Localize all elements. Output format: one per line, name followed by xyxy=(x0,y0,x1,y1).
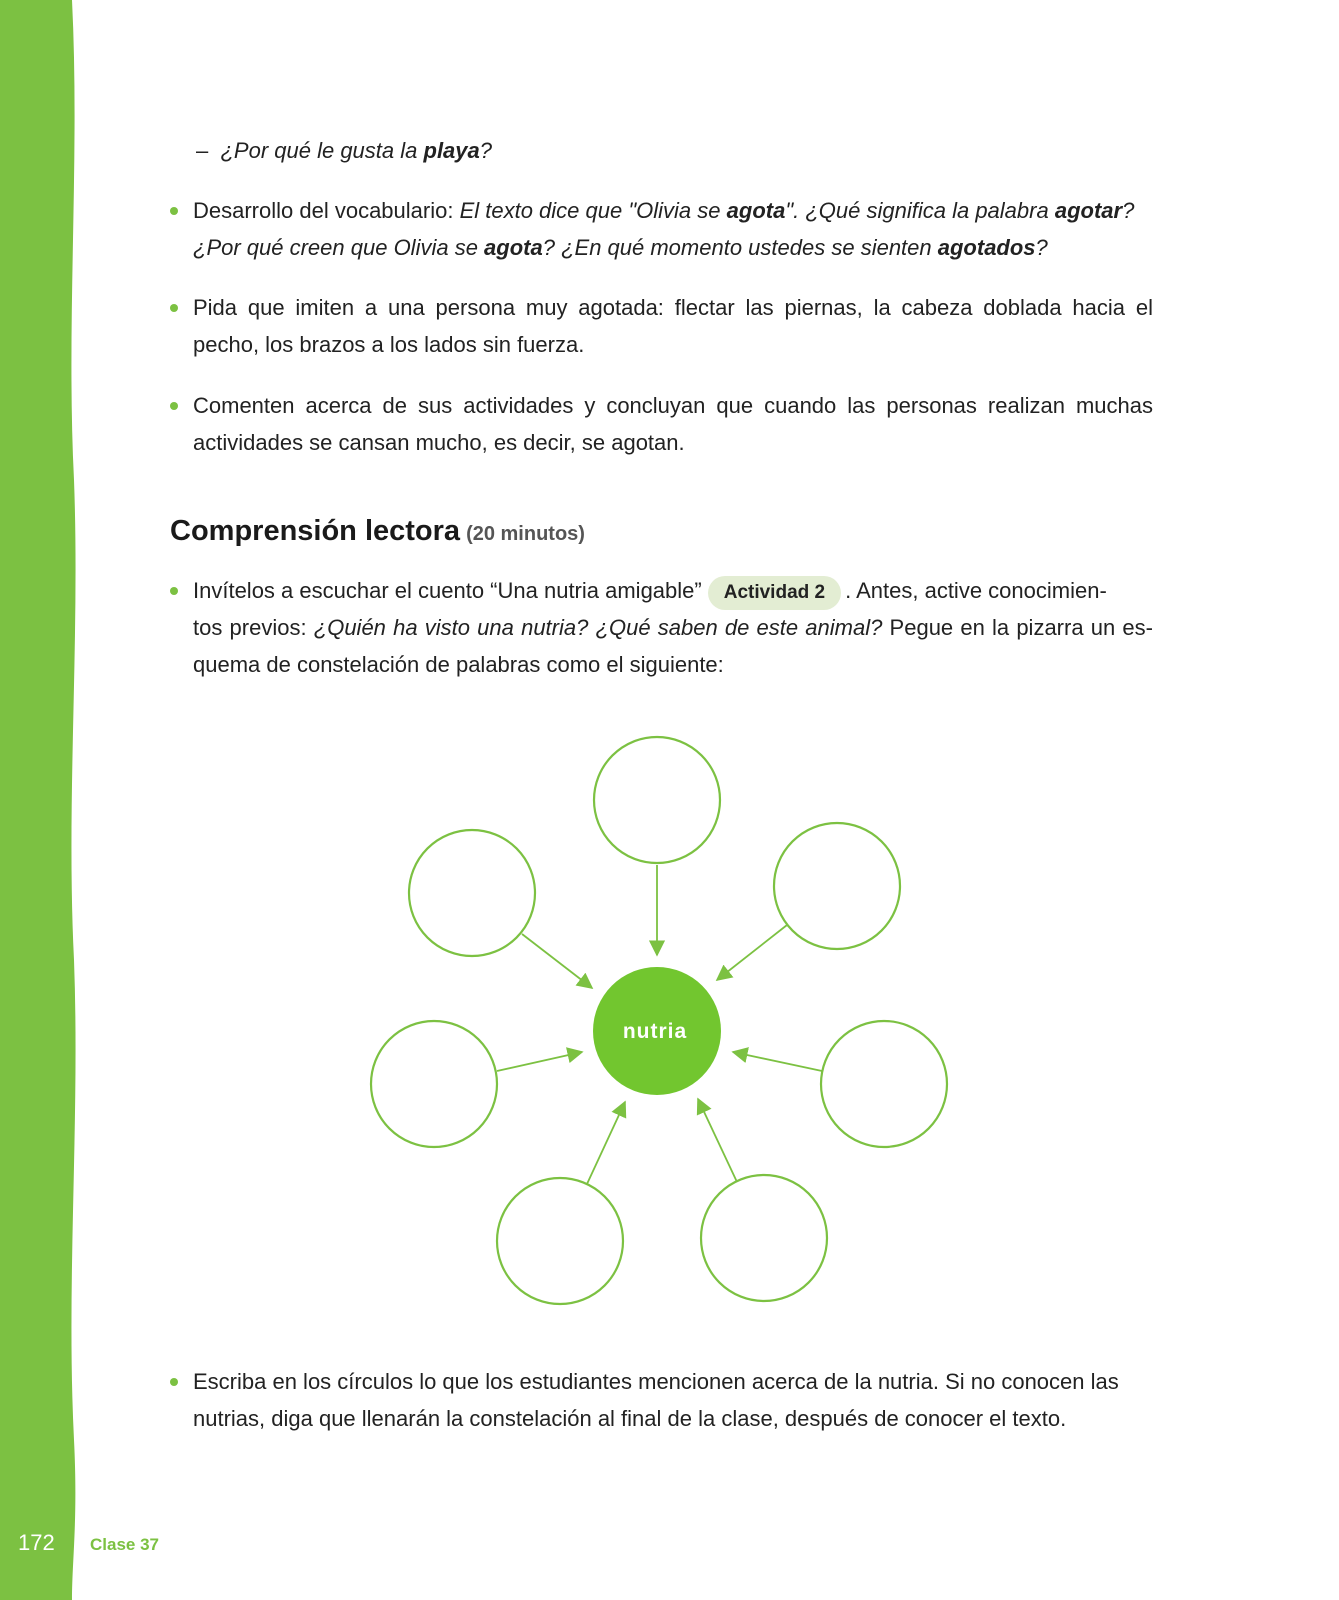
closing-line-1: Escriba en los círculos lo que los estudiantes mencionen acerca de la nutria. Si no conocen las xyxy=(193,1369,1119,1394)
arrow-bottom-left xyxy=(587,1102,625,1184)
outer-circle-right xyxy=(821,1021,947,1147)
center-label: nutria xyxy=(622,1020,688,1043)
closing-line-2: nutrias, diga que llenarán la constelación al final de la clase, después de conocer el texto. xyxy=(193,1406,1067,1431)
arrow-top-left xyxy=(522,934,592,988)
activities-line-2: actividades se cansan mucho, es decir, se agotan. xyxy=(193,430,685,455)
arrow-left xyxy=(497,1052,582,1071)
story-line-1: Invítelos a escuchar el cuento “Una nutria amigable” Actividad 2 . Antes, active conocimien- xyxy=(193,572,1107,610)
activities-line-1: Comenten acerca de sus actividades y concluyan que cuando las personas realizan muchas xyxy=(193,393,1153,418)
outer-circle-bottom-right xyxy=(701,1175,827,1301)
vocabulary-line-2: ¿Por qué creen que Olivia se agota? ¿En qué momento ustedes se sienten agotados? xyxy=(193,235,1048,260)
story-line-3: quema de constelación de palabras como el siguiente: xyxy=(193,652,724,677)
class-label: Clase 37 xyxy=(90,1535,159,1554)
imitation-line-1: Pida que imiten a una persona muy agotada: flectar las piernas, la cabeza doblada hacia el xyxy=(193,295,1153,320)
outer-circle-top-right xyxy=(774,823,900,949)
arrow-bottom-right xyxy=(698,1099,737,1182)
activity-badge: Actividad 2 xyxy=(708,576,841,610)
vocabulary-line-1: Desarrollo del vocabulario: El texto dice que "Olivia se agota". ¿Qué significa la palabra agotar? xyxy=(193,198,1135,223)
outer-circle-left xyxy=(371,1021,497,1147)
outer-circle-top xyxy=(594,737,720,863)
story-line-2: tos previos: ¿Quién ha visto una nutria? ¿Qué saben de este animal? Pegue en la pizarra un es- xyxy=(193,615,1153,640)
arrow-right xyxy=(733,1052,822,1071)
imitation-line-2: pecho, los brazos a los lados sin fuerza. xyxy=(193,332,585,357)
outer-circle-top-left xyxy=(409,830,535,956)
arrow-top-right xyxy=(717,925,787,980)
outer-circle-bottom-left xyxy=(497,1178,623,1304)
page-number: 172 xyxy=(18,1530,55,1555)
section-minutes: (20 minutos) xyxy=(466,523,585,545)
section-title: Comprensión lectora xyxy=(170,515,461,547)
question-line: – ¿Por qué le gusta la playa? xyxy=(196,138,493,163)
bullet-dot xyxy=(170,1378,178,1386)
